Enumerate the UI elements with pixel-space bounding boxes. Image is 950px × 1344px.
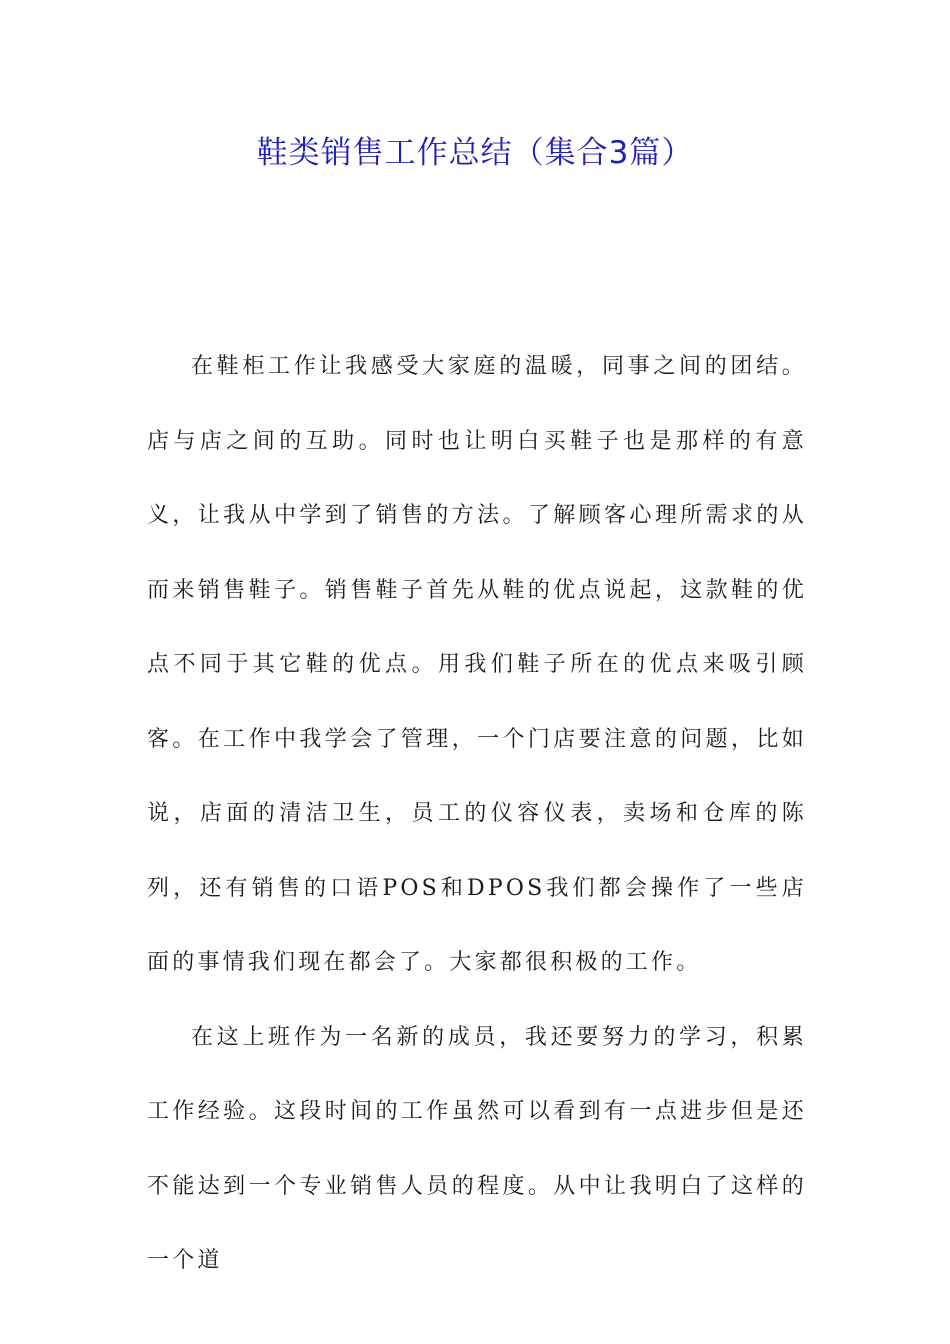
document-title: 鞋类销售工作总结（集合3篇）	[256, 135, 694, 171]
document-body	[147, 330, 807, 1299]
paragraph-1: 在鞋柜工作让我感受大家庭的温暖，同事之间的团结。店与店之间的互助。同时也让明白买鞋子也是那样的有意义，让我从中学到了销售的方法。了解顾客心理所需求的从而来销售鞋子。销售鞋子首先从鞋的优点说起，这款鞋的优点不同于其它鞋的优点。用我们鞋子所在的优点来吸引顾客。在工作中我学会了管理，一个门店要注意的问题，比如说，店面的清洁卫生，员工的仪容仪表，卖场和仓库的陈列，还有销售的口语POS和DPOS我们都会操作了一些店面的事情我们现在都会了。大家都很积极的工作。	[147, 354, 807, 975]
paragraph-2: 在这上班作为一名新的成员，我还要努力的学习，积累工作经验。这段时间的工作虽然可以看到有一点进步但是还不能达到一个专业销售人员的程度。从中让我明白了这样的一个道	[147, 1024, 807, 1273]
